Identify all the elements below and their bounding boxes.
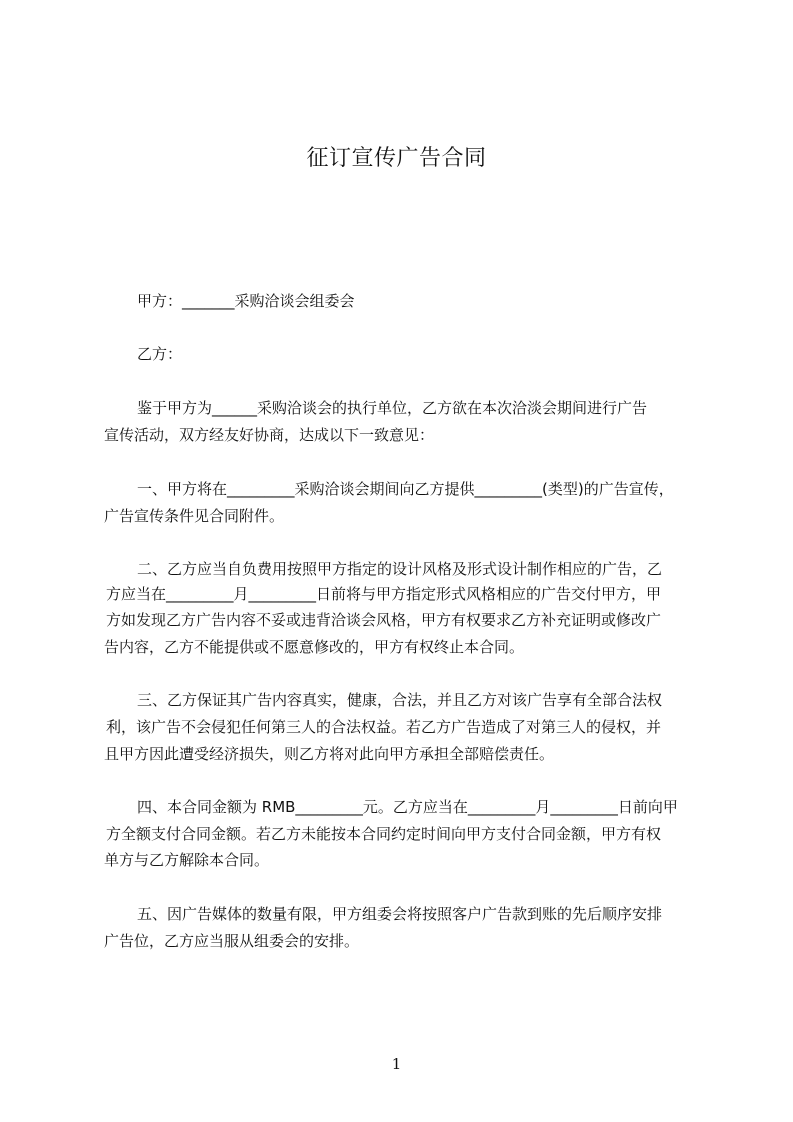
paragraph-line: 且甲方因此遭受经济损失，则乙方将对此向甲方承担全部赔偿责任。 [104, 745, 555, 763]
paragraph-line: 二、乙方应当自负费用按照甲方指定的设计风格及形式设计制作相应的广告，乙 [137, 560, 663, 578]
paragraph-line: 方全额支付合同金额。若乙方未能按本合同约定时间向甲方支付合同金额，甲方有权 [106, 825, 662, 843]
paragraph-line: 鉴于甲方为______采购洽谈会的执行单位，乙方欲在本次洽淡会期间进行广告 [137, 399, 648, 417]
paragraph-line: 广告位，乙方应当服从组委会的安排。 [104, 932, 360, 950]
paragraph-line: 方应当在_________月_________日前将与甲方指定形式风格相应的广告交付甲方，甲 [106, 585, 662, 603]
document-title: 征订宣传广告合同 [306, 146, 487, 171]
paragraph-line: 告内容，乙方不能提供或不愿意修改的，甲方有权终止本合同。 [104, 638, 525, 656]
paragraph-line: 宣传活动，双方经友好协商，达成以下一致意见： [104, 426, 435, 444]
page-number: 1 [391, 1055, 402, 1073]
paragraph-line: 四、本合同金额为 RMB_________元。乙方应当在_________月_________日前向甲 [137, 798, 678, 816]
paragraph-line: 五、因广告媒体的数量有限，甲方组委会将按照客户广告款到账的先后顺序安排 [137, 905, 663, 923]
paragraph-line: 利，该广告不会侵犯任何第三人的合法权益。若乙方广告造成了对第三人的侵权，并 [106, 718, 662, 736]
paragraph-line: 广告宣传条件见合同附件。 [104, 507, 285, 525]
party-b-line: 乙方： [137, 345, 183, 363]
party-a-line: 甲方：_______采购洽谈会组委会 [137, 292, 355, 310]
paragraph-line: 方如发现乙方广告内容不妥或违背洽谈会风格，甲方有权要求乙方补充证明或修改广 [106, 611, 662, 629]
paragraph-line: 单方与乙方解除本合同。 [104, 851, 270, 869]
paragraph-line: 三、乙方保证其广告内容真实，健康，合法，并且乙方对该广告享有全部合法权 [137, 691, 663, 709]
paragraph-line: 一、甲方将在_________采购洽谈会期间向乙方提供_________(类型)的广告宣传， [137, 480, 674, 498]
